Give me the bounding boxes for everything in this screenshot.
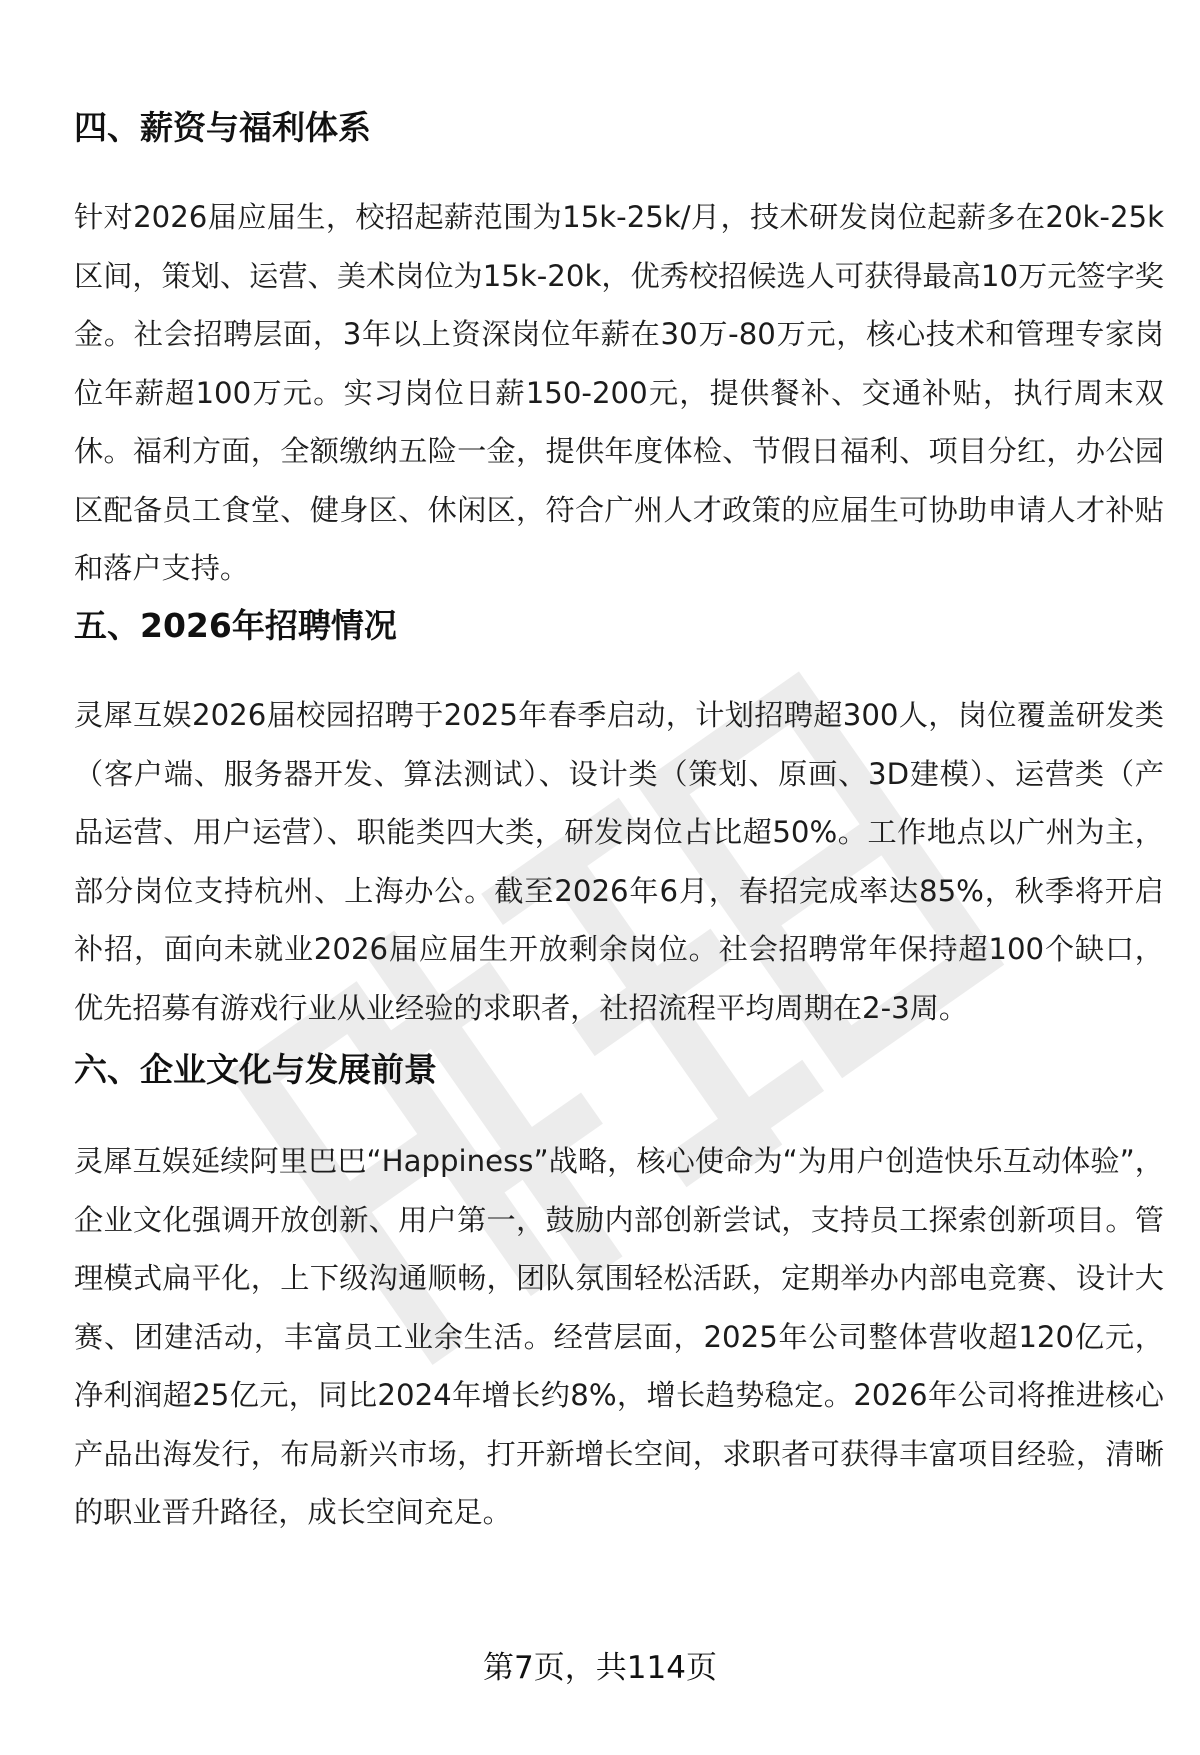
section-body-salary-benefits: 针对2026届应届生，校招起薪范围为15k-25k/月，技术研发岗位起薪多在20k-25k区间，策划、运营、美术岗位为15k-20k，优秀校招候选人可获得最高10万元签字奖金。社会招聘层面，3年以上资深岗位年薪在30万-80万元，核心技术和管理专家岗位年薪超100万元。实习岗位日薪150-200元，提供餐补、交通补贴，执行周末双休。福利方面，全额缴纳五险一金，提供年度体检、节假日福利、项目分红，办公园区配备员工食堂、健身区、休闲区，符合广州人才政策的应届生可协助申请人才补贴和落户支持。 [74, 200, 1164, 585]
section-title-culture-prospects: 六、企业文化与发展前景 [74, 1050, 437, 1089]
page-number-footer: 第7页，共114页 [483, 1650, 717, 1686]
section-body-culture-prospects: 灵犀互娱延续阿里巴巴“Happiness”战略，核心使命为“为用户创造快乐互动体验”，企业文化强调开放创新、用户第一，鼓励内部创新尝试，支持员工探索创新项目。管理模式扁平化，上下级沟通顺畅，团队氛围轻松活跃，定期举办内部电竞赛、设计大赛、团建活动，丰富员工业余生活。经营层面，2025年公司整体营收超120亿元，净利润超25亿元，同比2024年增长约8%，增长趋势稳定。2026年公司将推进核心产品出海发行，布局新兴市场，打开新增长空间，求职者可获得丰富项目经验，清晰的职业晋升路径，成长空间充足。 [74, 1144, 1164, 1529]
section-title-salary-benefits: 四、薪资与福利体系 [74, 108, 371, 147]
section-title-recruitment-2026: 五、2026年招聘情况 [74, 606, 397, 645]
section-body-recruitment-2026: 灵犀互娱2026届校园招聘于2025年春季启动，计划招聘超300人，岗位覆盖研发类（客户端、服务器开发、算法测试）、设计类（策划、原画、3D建模）、运营类（产品运营、用户运营）、职能类四大类，研发岗位占比超50%。工作地点以广州为主，部分岗位支持杭州、上海办公。截至2026年6月，春招完成率达85%，秋季将开启补招，面向未就业2026届应届生开放剩余岗位。社会招聘常年保持超100个缺口，优先招募有游戏行业从业经验的求职者，社招流程平均周期在2-3周。 [74, 698, 1164, 1025]
